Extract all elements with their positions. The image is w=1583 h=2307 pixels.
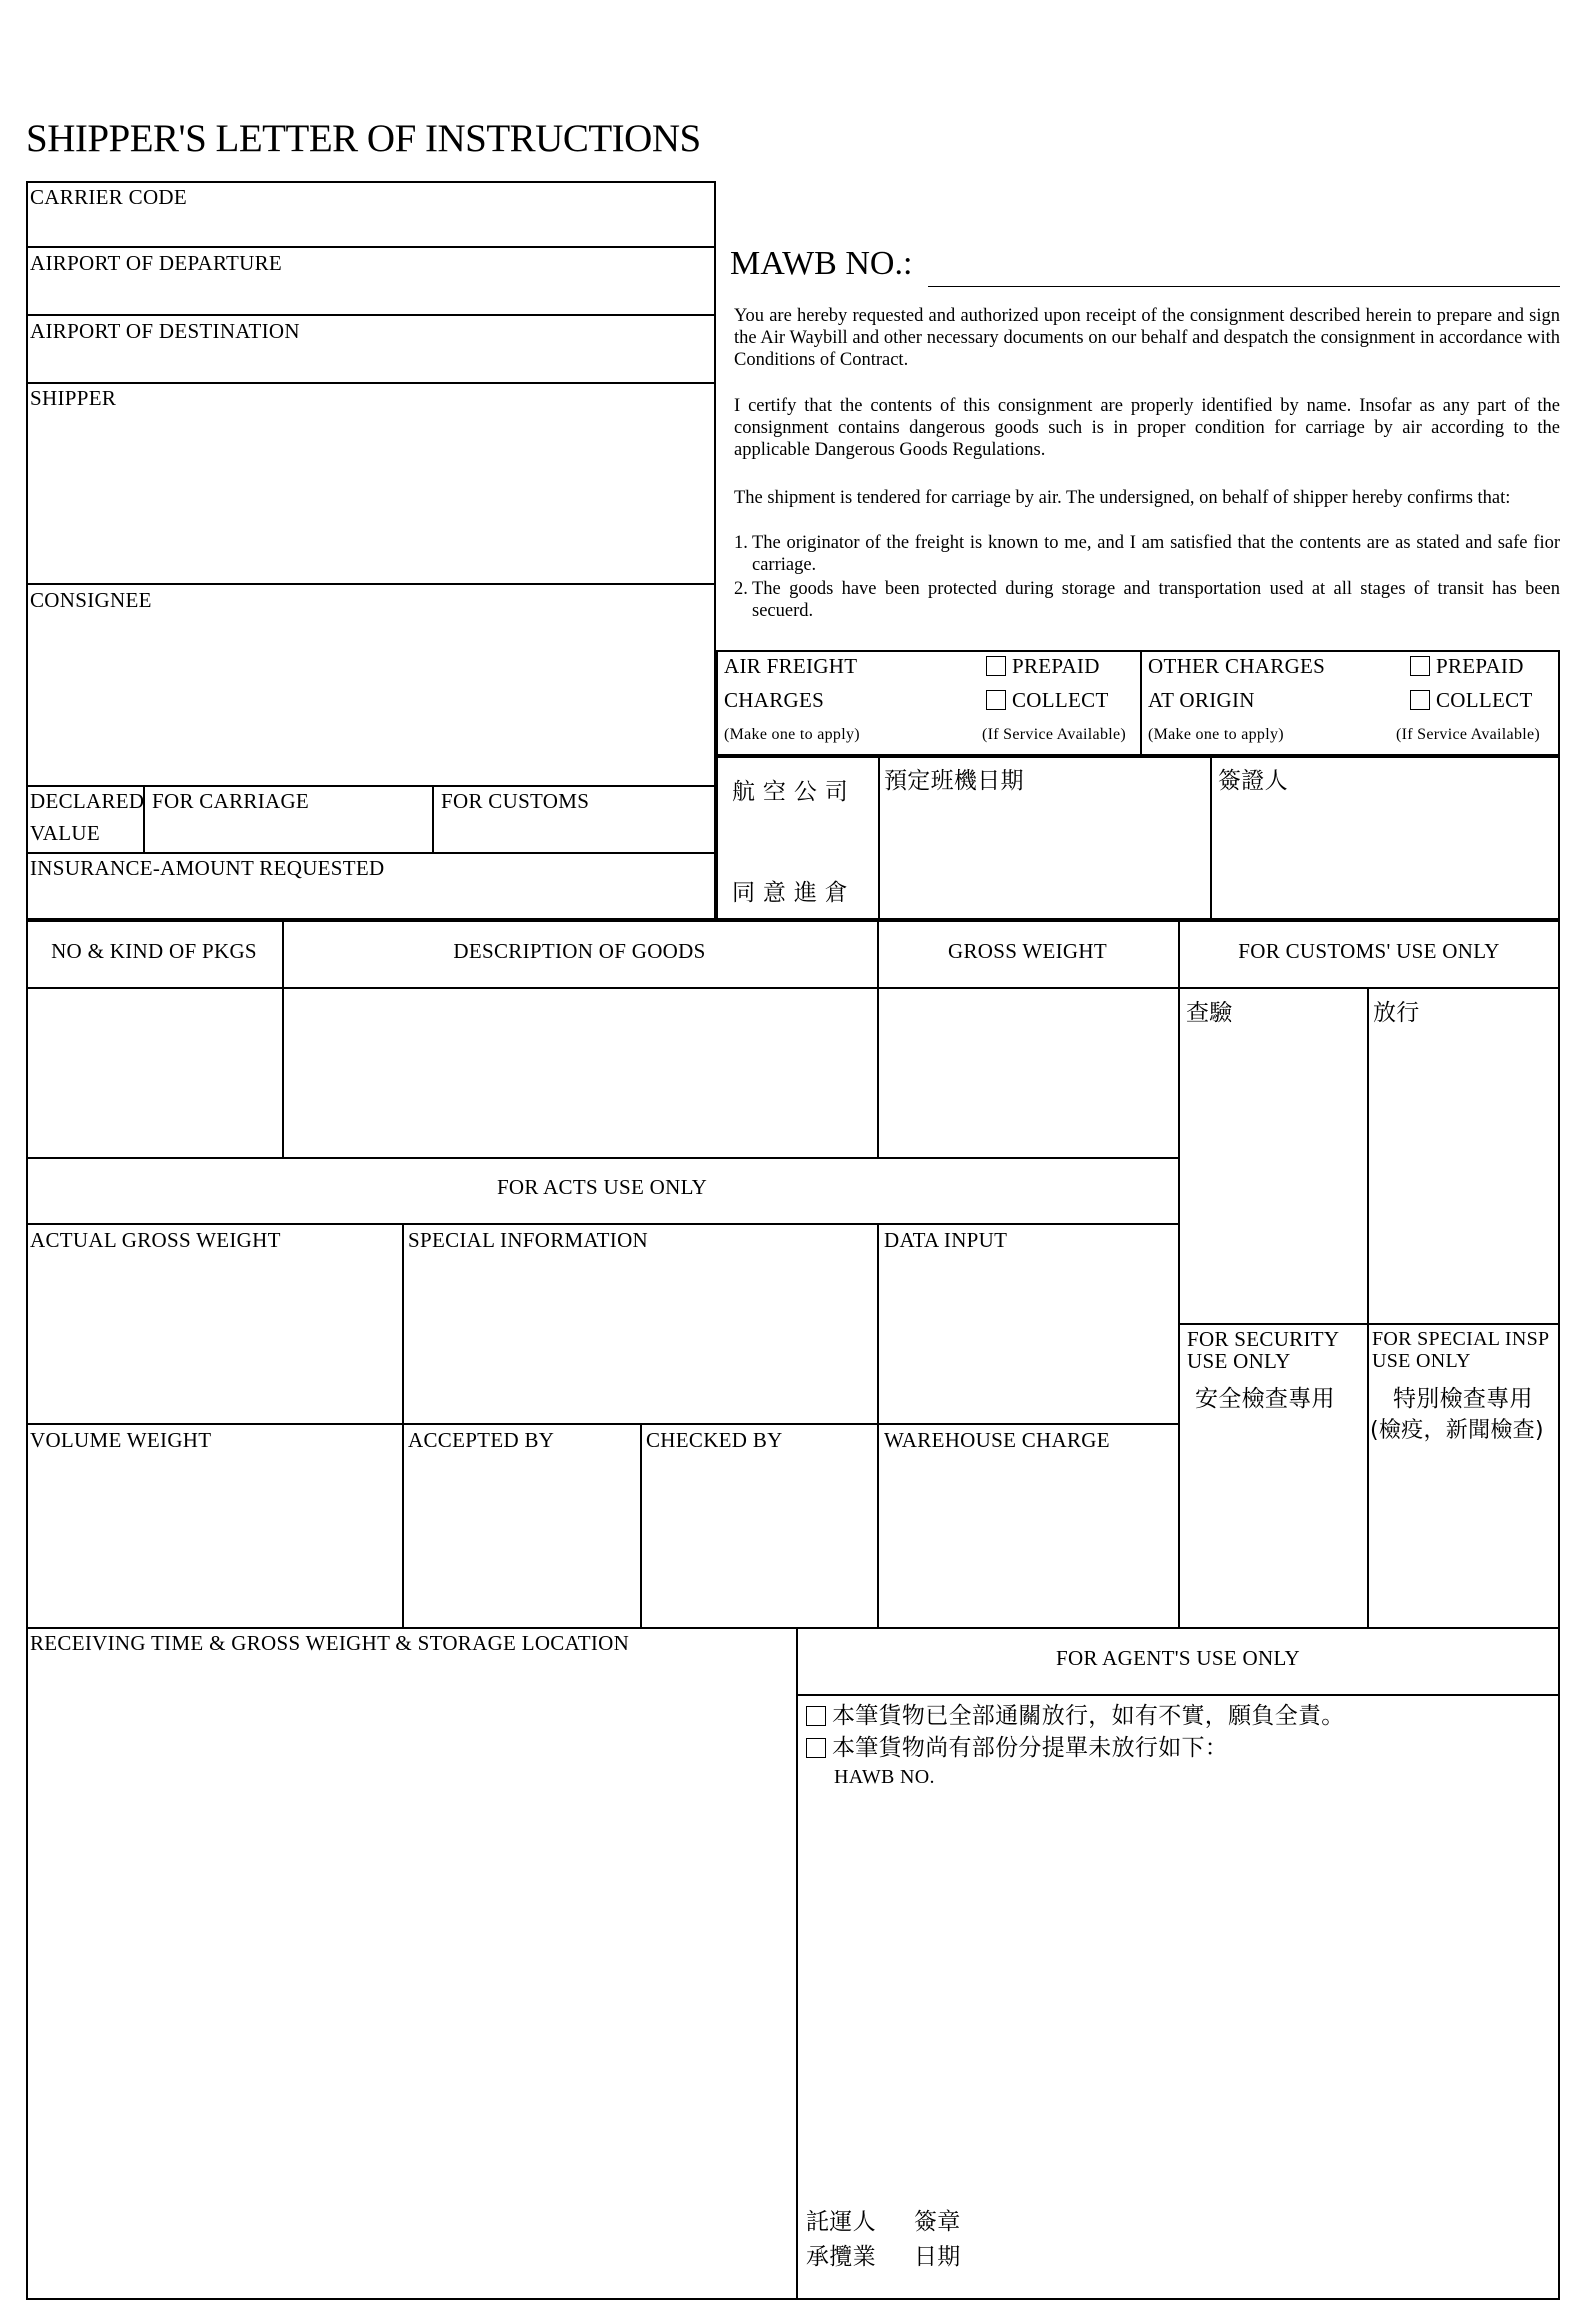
for-carriage-field[interactable]: FOR CARRIAGE [152,789,310,813]
shipper-field[interactable]: SHIPPER [30,386,117,410]
checkbox-icon [806,1738,826,1758]
seal-label: 簽章 [914,2209,961,2235]
customs-inspection-field[interactable]: 查驗 [1186,1000,1233,1026]
partially-cleared-checkbox[interactable]: 本筆貨物尚有部份分提單未放行如下： [806,1729,1228,1762]
air-freight-collect-checkbox[interactable]: COLLECT [986,688,1109,713]
agree-warehouse-label: 同 意 進 倉 [732,880,849,906]
gross-weight-input-cell[interactable] [879,989,1176,1155]
airport-departure-field[interactable]: AIRPORT OF DEPARTURE [30,251,283,275]
shipper-signature-label: 託運人 [806,2209,876,2235]
tender-paragraph: The shipment is tendered for carriage by air. The undersigned, on behalf of shipper hereby confirms that: [734,488,1511,508]
checkbox-icon [1410,656,1430,676]
hawb-no-field[interactable]: HAWB NO. [834,1766,935,1788]
customs-release-field[interactable]: 放行 [1373,1000,1420,1026]
checkbox-icon [986,690,1006,710]
consignee-field[interactable]: CONSIGNEE [30,588,152,612]
confirmation-item-1: The originator of the freight is known to me, and I am satisfied that the contents are as stated and safe fior carriage. [752,533,1560,575]
checkbox-icon [1410,690,1430,710]
scheduled-flight-date-field[interactable]: 預定班機日期 [884,768,1024,794]
value-label: VALUE [30,821,100,845]
accepted-by-field[interactable]: ACCEPTED BY [408,1428,555,1452]
acts-use-only-header: FOR ACTS USE ONLY [496,1175,708,1199]
volume-weight-field[interactable]: VOLUME WEIGHT [30,1428,212,1452]
receiving-block [26,1627,798,2300]
checked-by-field[interactable]: CHECKED BY [646,1428,783,1452]
certification-paragraph: I certify that the contents of this consignment are properly identified by name. Insofar as any part of the consignment contains dangerous goods such is in proper condition for carriage by air according to the applicable Dangerous Goods Regulations. [734,396,1560,460]
airline-company-label: 航 空 公 司 [732,779,849,805]
other-charges-prepaid-checkbox[interactable]: PREPAID [1410,654,1524,679]
special-inspection-label: FOR SPECIAL INSP USE ONLY [1372,1328,1550,1372]
authorization-paragraph: You are hereby requested and authorized upon receipt of the consignment described herein to prepare and sign the Air Waybill and other necessary documents on our behalf and despatch the consignment in accordance with Conditions of Contract. [734,306,1560,370]
insurance-amount-field[interactable]: INSURANCE-AMOUNT REQUESTED [30,856,385,880]
col-header-description: DESCRIPTION OF GOODS [453,939,706,963]
carrier-code-field[interactable]: CARRIER CODE [30,185,188,209]
warehouse-charge-field[interactable]: WAREHOUSE CHARGE [884,1428,1110,1452]
confirmation-item-2: The goods have been protected during storage and transportation used at all stages of transit has been secuerd. [752,579,1560,621]
special-information-field[interactable]: SPECIAL INFORMATION [408,1228,649,1252]
signatory-field[interactable]: 簽證人 [1218,768,1288,794]
description-input-cell[interactable] [284,989,875,1155]
mawb-input-line[interactable] [928,286,1560,287]
col-header-gross-weight: GROSS WEIGHT [948,939,1107,963]
date-label: 日期 [914,2244,961,2270]
air-freight-prepaid-checkbox[interactable]: PREPAID [986,654,1100,679]
checkbox-icon [806,1706,826,1726]
actual-gross-weight-field[interactable]: ACTUAL GROSS WEIGHT [30,1228,281,1252]
for-customs-field[interactable]: FOR CUSTOMS [441,789,590,813]
agent-use-only-header: FOR AGENT'S USE ONLY [1056,1646,1300,1670]
receiving-time-field[interactable]: RECEIVING TIME & GROSS WEIGHT & STORAGE LOCATION [30,1631,630,1655]
forwarder-label: 承攬業 [806,2244,876,2270]
col-header-pkgs: NO & KIND OF PKGS [51,939,257,963]
other-charges-collect-checkbox[interactable]: COLLECT [1410,688,1533,713]
data-input-field[interactable]: DATA INPUT [884,1228,1008,1252]
checkbox-icon [986,656,1006,676]
pkgs-input-cell[interactable] [28,989,280,1155]
airport-destination-field[interactable]: AIRPORT OF DESTINATION [30,319,300,343]
all-cleared-checkbox[interactable]: 本筆貨物已全部通關放行，如有不實，願負全責。 [806,1697,1345,1730]
other-charges-label: OTHER CHARGES [1148,654,1326,678]
declared-label: DECLARED [30,789,145,813]
col-header-customs-only: FOR CUSTOMS' USE ONLY [1238,939,1500,963]
security-use-only-label: FOR SECURITY USE ONLY [1187,1327,1340,1373]
air-freight-label: AIR FREIGHT [724,654,858,678]
mawb-label: MAWB NO.: [730,245,913,282]
page-title: SHIPPER'S LETTER OF INSTRUCTIONS [26,117,701,160]
